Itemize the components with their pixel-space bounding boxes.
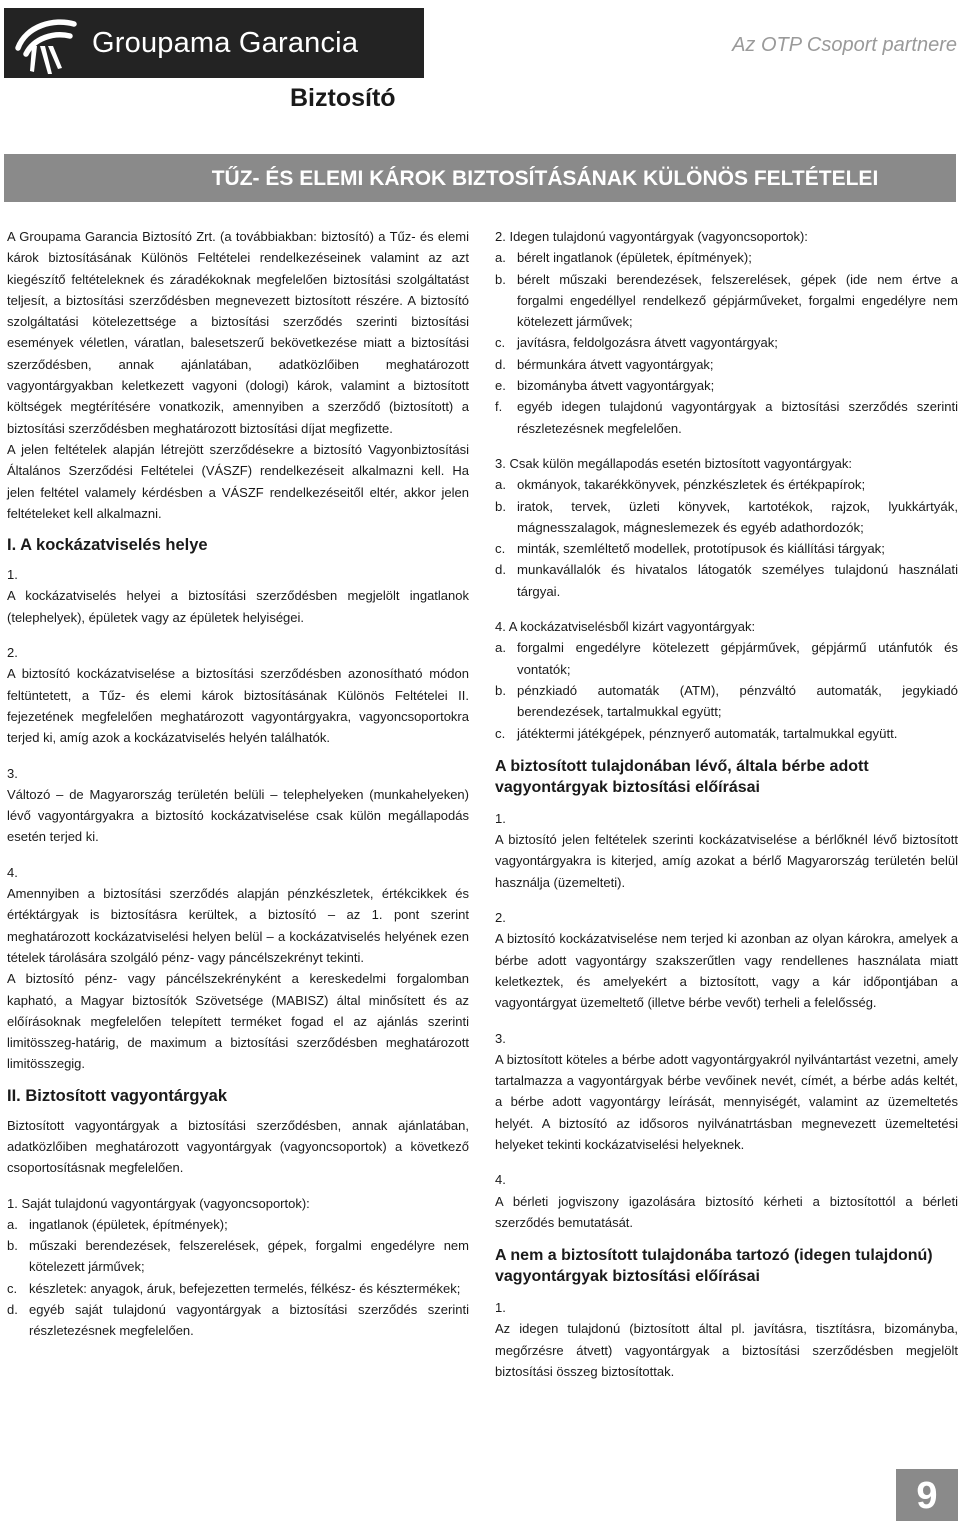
clause-number: 1.: [495, 810, 506, 826]
list-item: f. egyéb idegen tulajdonú vagyontárgyak a biztosítási szerződés szerinti részletezésnek megfelelően.: [495, 399, 958, 436]
clause-number: 3.: [495, 1030, 506, 1046]
document-title: TŰZ- ÉS ELEMI KÁROK BIZTOSÍTÁSÁNAK KÜLÖNÖS FELTÉTELEI: [4, 154, 956, 202]
partner-tagline: Az OTP Csoport partnere: [732, 34, 957, 56]
list-item: a. forgalmi engedélyre kötelezett gépjárművek, gépjármű utánfutók és vontatók;: [495, 640, 958, 677]
clause-text: Változó – de Magyarország területén belüli – telephelyeken (munkahelyeken) lévő vagyontárgyakra a biztosító kockázatviselése csak külön megállapodás esetén terjed ki.: [7, 786, 469, 845]
asset-list: [495, 637, 958, 743]
clause-number: 2.: [495, 910, 506, 926]
list-item: d. egyéb saját tulajdonú vagyontárgyak a biztosítási szerződés szerinti részletezésnek megfelelően.: [7, 1302, 469, 1339]
clause-text: A kockázatviselés helyei a biztosítási szerződésben megjelölt ingatlanok (telephelyek), épületek vagy az épületek helyiségei.: [7, 588, 469, 625]
section-heading: I. A kockázatviselés helye: [7, 536, 208, 555]
intro-paragraph: A Groupama Garancia Biztosító Zrt. (a továbbiakban: biztosító) a Tűz- és elemi károk biztosításának Különös Feltételei rendelkezéseinek valamint az azt kiegészítő feltételeknek és záradékoknak megfelelően biztosítási szolgáltatást teljesít, a biztosítási szerződésben megnevezett biztosított részére. A biztosító szolgáltatási kötelezettsége a biztosítási szerződés szerinti biztosítási események véletlen, váratlan, balesetszerű bekövetkezése miatt a biztosítási szerződésben, annak ajánlatában, adatközlőiben meghatározott vagyontárgyakban keletkezett vagyoni (dologi) károk, valamint a biztosított költségek megtérítésére vonatkozik, amennyiben a szerződő (biztosított) a biztosítási szerződésben meghatározott biztosítási díjat megfizette.: [7, 229, 469, 436]
clause-text: A biztosító pénz- vagy páncélszekrényként a kereskedelmi forgalomban kapható, a Magyar biztosítók Szövetsége (MABISZ) által minősített és az előírásoknak megfelelően telepített terméket fogad el az ajánlás szerinti limitösszeg-határig, de maximum a biztosítási szerződésben meghatározott limitösszegig.: [7, 971, 469, 1072]
clause-text: A biztosító kockázatviselése nem terjed ki azonban az olyan károkra, amelyek a bérbe adott vagyontárgy szakszerűtlen vagy rendellenes használata miatt keletkeztek, és amelyekért a biztosított, vagy a kár időpontjában a vagyontárgyat üzemeltető (illetve bérbe vevőt) terheli a felelősség.: [495, 931, 958, 1011]
right-column: [495, 226, 958, 1382]
brand-logo: [4, 8, 424, 78]
group-title: 2. Idegen tulajdonú vagyontárgyak (vagyoncsoportok):: [495, 229, 808, 244]
section-paragraph: Biztosított vagyontárgyak a biztosítási szerződésben, annak ajánlatában, adatközlőiben meghatározott vagyontárgyak (vagyoncsoportok) a következő csoportosításnak megfelelően.: [7, 1117, 469, 1176]
group-title: 1. Saját tulajdonú vagyontárgyak (vagyoncsoportok):: [7, 1195, 310, 1211]
group-title: 4. A kockázatviselésből kizárt vagyontárgyak:: [495, 619, 756, 635]
intro-paragraph: A jelen feltételek alapján létrejött szerződésekre a biztosító Vagyonbiztosítási Általános Szerződési Feltételei (VÁSZF) rendelkezéseit alkalmazni kell. Ha jelen feltétel valamely kérdésben a VÁSZF rendelkezéseitől eltér, akkor jelen feltételeket kell alkalmazni.: [7, 441, 469, 521]
list-item: c. javításra, feldolgozásra átvett vagyontárgyak;: [495, 335, 778, 351]
clause-text: A biztosított köteles a bérbe adott vagyontárgyakról nyilvántartást vezetni, amely tartalmazza a vagyontárgyak bérbe vevőinek nevét, címét, a bérbe adás keltét, a bérbe adott vagyontárgy leírását, mennyiségét, valamint az üzemeltetés helyét. A biztosító az idősoros nyilvánatrtásban megnevezett üzemeltetési helyeket tekinti kockázatviselési helyeknek.: [495, 1051, 958, 1152]
clause-text: Az idegen tulajdonú (biztosított által pl. javításra, tisztításra, bizományba, megőrzésre átvett) vagyontárgyak a biztosítási szerződésben megjelölt biztosítási összeg biztosítottak.: [495, 1321, 958, 1380]
list-item: c. minták, szemléltető modellek, prototípusok és kiállítási tárgyak;: [495, 541, 885, 557]
list-item: c. készletek: anyagok, áruk, befejezetten termelés, félkész- és késztermékek;: [7, 1280, 461, 1296]
list-item: b. bérelt műszaki berendezések, felszerelések, gépek (ide nem értve a forgalmi engedéllyel rendelkező gépjárműveket, forgalmi engedélyre nem kötelezett járművek;: [495, 271, 958, 330]
list-item: c. játéktermi játékgépek, pénznyerő automaták, tartalmukkal együtt.: [495, 725, 898, 741]
clause-number: 4.: [495, 1172, 506, 1188]
list-item: e. bizományba átvett vagyontárgyak;: [495, 378, 715, 394]
clause-number: 2.: [7, 645, 18, 661]
groupama-emblem-icon: [4, 8, 90, 78]
list-item: b. iratok, tervek, üzleti könyvek, kartotékok, rajzok, lyukkártyák, mágnesszalagok, mágneslemezek és egyéb adathordozók;: [495, 498, 958, 535]
section-heading: A biztosított tulajdonában lévő, általa bérbe adott vagyontárgyak biztosítási előírásai: [495, 757, 869, 796]
page-number: 9: [896, 1469, 958, 1521]
asset-list: [495, 474, 958, 602]
clause-text: A biztosító jelen feltételek szerinti kockázatviselése a bérlőknél lévő biztosított vagyontárgyakra is kiterjed, amíg azokat a bérlő Magyarország területén belül használja (üzemelteti).: [495, 832, 958, 890]
clause-text: Amennyiben a biztosítási szerződés alapján pénzkészletek, értékcikkek és értéktárgyak is biztosításra kerültek, a biztosító – az 1. pont szerint meghatározott kockázatviselési helyen belül – a kockázatviselés helyének ezen tételek tárolására szolgáló pénz- vagy páncélszekrényt tekinti.: [7, 886, 469, 965]
list-item: b. pénzkiadó automaták (ATM), pénzváltó automaták, jegykiadó berendezések, tartalmukkal együtt;: [495, 682, 958, 720]
list-item: a. okmányok, takarékkönyvek, pénzkészletek és értékpapírok;: [495, 477, 866, 493]
clause-text: A bérleti jogviszony igazolására biztosító kérheti a biztosítottól a bérleti szerződés bemutatását.: [495, 1193, 958, 1230]
brand-subtitle: Biztosító: [290, 84, 396, 112]
list-item: a. ingatlanok (épületek, építmények);: [7, 1216, 228, 1232]
asset-list: [7, 1214, 469, 1342]
asset-list: [495, 247, 958, 439]
list-item: d. bérmunkára átvett vagyontárgyak;: [495, 356, 714, 372]
clause-number: 4.: [7, 864, 18, 880]
brand-name: Groupama Garancia: [92, 26, 359, 59]
clause-number: 1.: [7, 567, 18, 583]
clause-text: A biztosító kockázatviselése a biztosítási szerződésben azonosítható módon feltüntetett, a Tűz- és elemi károk biztosításának Különös Feltételei II. fejezetének megfelelően meghatározott vagyontárgyakra, vagyoncsoportokra terjed ki, amíg azok a kockázatviselés helyén találhatók.: [7, 666, 469, 746]
group-title: 3. Csak külön megállapodás esetén biztosított vagyontárgyak:: [495, 455, 852, 471]
clause-number: 3.: [7, 765, 18, 781]
section-heading: A nem a biztosított tulajdonába tartozó (idegen tulajdonú) vagyontárgyak biztosítási előírásai: [495, 1247, 933, 1286]
list-item: d. munkavállalók és hivatalos látogatók személyes tulajdonú használati tárgyai.: [495, 562, 958, 599]
left-column: [7, 226, 469, 1342]
section-heading: II. Biztosított vagyontárgyak: [7, 1086, 228, 1105]
list-item: a. bérelt ingatlanok (épületek, építmények);: [495, 250, 752, 266]
clause-number: 1.: [495, 1300, 506, 1316]
list-item: b. műszaki berendezések, felszerelések, gépek, forgalmi engedélyre nem kötelezett járművek;: [7, 1238, 469, 1275]
